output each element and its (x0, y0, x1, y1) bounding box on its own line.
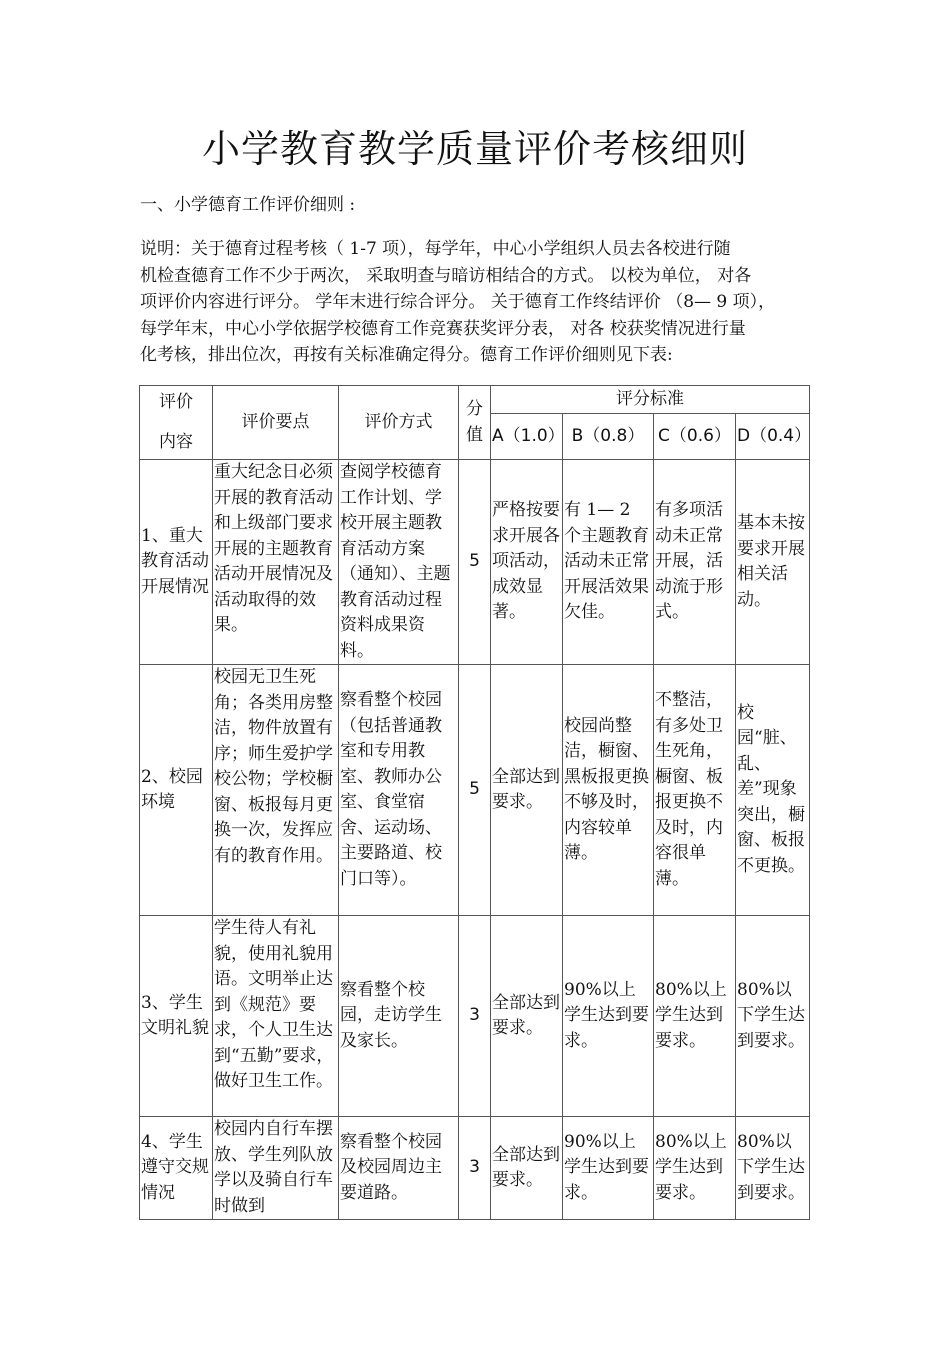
table-row (140, 460, 810, 665)
document-title: 小学教育教学质量评价考核细则 (201, 127, 748, 171)
header-method: 评价方式 (339, 386, 459, 460)
table-header-row (140, 386, 810, 414)
row-content: 3、学生文明礼貌 (140, 916, 213, 1117)
intro-line: 说明：关于德育过程考核（ 1-7 项），每学年，中心小学组织人员去各校进行随 (140, 239, 731, 259)
row-method: 察看整个校园，走访学生及家长。 (339, 916, 459, 1117)
table-row (140, 665, 810, 916)
row-grade-b: 90%以上学生达到要求。 (563, 1117, 654, 1220)
header-score-top: 分 (466, 399, 483, 419)
row-grade-a: 全部达到要求。 (491, 665, 563, 916)
row-grade-b: 校园尚整洁，橱窗、黑板报更换不够及时，内容较单薄。 (563, 665, 654, 916)
row-key-points: 重大纪念日必须开展的教育活动和上级部门要求开展的主题教育活动开展情况及活动取得的效果。 (213, 460, 339, 665)
header-score-bottom: 值 (466, 424, 483, 445)
row-content: 1、重大教育活动开展情况 (140, 460, 213, 665)
row-grade-d: 校园“脏、乱、差”现象突出，橱窗、板报不更换。 (736, 665, 810, 916)
row-method: 察看整个校园（包括普通教室和专用教室、教师办公室、食堂宿舍、运动场、主要路道、校门口等）。 (339, 665, 459, 916)
row-score: 3 (459, 1117, 491, 1220)
row-grade-c: 80%以上学生达到要求。 (654, 1117, 736, 1220)
row-score: 5 (459, 460, 491, 665)
row-method: 查阅学校德育工作计划、学校开展主题教育活动方案（通知）、主题教育活动过程资料成果资料。 (339, 460, 459, 665)
row-content: 2、校园环境 (140, 665, 213, 916)
evaluation-table (139, 385, 810, 1220)
intro-line: 化考核，排出位次，再按有关标准确定得分。德育工作评价细则见下表: (140, 345, 673, 365)
row-method: 察看整个校园及校园周边主要道路。 (339, 1117, 459, 1220)
row-key-points: 校园无卫生死角；各类用房整洁，物件放置有序；师生爱护学校公物；学校橱窗、板报每月更换一次，发挥应有的教育作用。 (213, 665, 339, 916)
row-score: 5 (459, 665, 491, 916)
row-key-points: 学生待人有礼貌，使用礼貌用语。文明举止达到《规范》要求，个人卫生达到“五勤”要求，做好卫生工作。 (213, 916, 339, 1117)
table-row (140, 1117, 810, 1220)
table-row (140, 916, 810, 1117)
section-heading: 一、小学德育工作评价细则 : (140, 195, 356, 215)
intro-paragraph (140, 236, 812, 369)
header-standard: 评分标准 (491, 386, 810, 414)
row-grade-a: 严格按要求开展各项活动，成效显著。 (491, 460, 563, 665)
intro-line: 项评价内容进行评分。 学年末进行综合评分。 关于德育工作终结评价 （8— 9 项）， (140, 292, 776, 312)
header-score (459, 386, 491, 460)
row-grade-d: 80%以下学生达到要求。 (736, 916, 810, 1117)
intro-line: 每学年末，中心小学依据学校德育工作竞赛获奖评分表， 对各 校获奖情况进行量 (140, 318, 746, 339)
intro-line: 机检查德育工作不少于两次， 采取明查与暗访相结合的方式。 以校为单位， 对各 (140, 265, 752, 286)
header-grade-b: B（0.8） (563, 414, 654, 460)
row-grade-c: 有多项活动未正常开展，活动流于形式。 (654, 460, 736, 665)
header-grade-d: D（0.4） (736, 414, 810, 460)
header-content (140, 386, 213, 460)
header-content-top: 评价 (159, 392, 193, 412)
row-score: 3 (459, 916, 491, 1117)
row-content: 4、学生遵守交规情况 (140, 1117, 213, 1220)
header-key-points: 评价要点 (213, 386, 339, 460)
header-grade-c: C（0.6） (654, 414, 736, 460)
header-content-bottom: 内容 (159, 431, 193, 452)
row-grade-a: 全部达到要求。 (491, 916, 563, 1117)
row-grade-a: 全部达到要求。 (491, 1117, 563, 1220)
row-grade-b: 有 1— 2 个主题教育活动未正常开展活效果欠佳。 (563, 460, 654, 665)
row-grade-d: 80%以下学生达到要求。 (736, 1117, 810, 1220)
row-grade-c: 不整洁，有多处卫生死角，橱窗、板报更换不及时，内容很单薄。 (654, 665, 736, 916)
row-grade-b: 90%以上学生达到要求。 (563, 916, 654, 1117)
header-grade-a: A（1.0） (491, 414, 563, 460)
row-grade-d: 基本未按要求开展相关活动。 (736, 460, 810, 665)
row-grade-c: 80%以上学生达到要求。 (654, 916, 736, 1117)
row-key-points: 校园内自行车摆放、学生列队放学以及骑自行车时做到 (213, 1117, 339, 1220)
